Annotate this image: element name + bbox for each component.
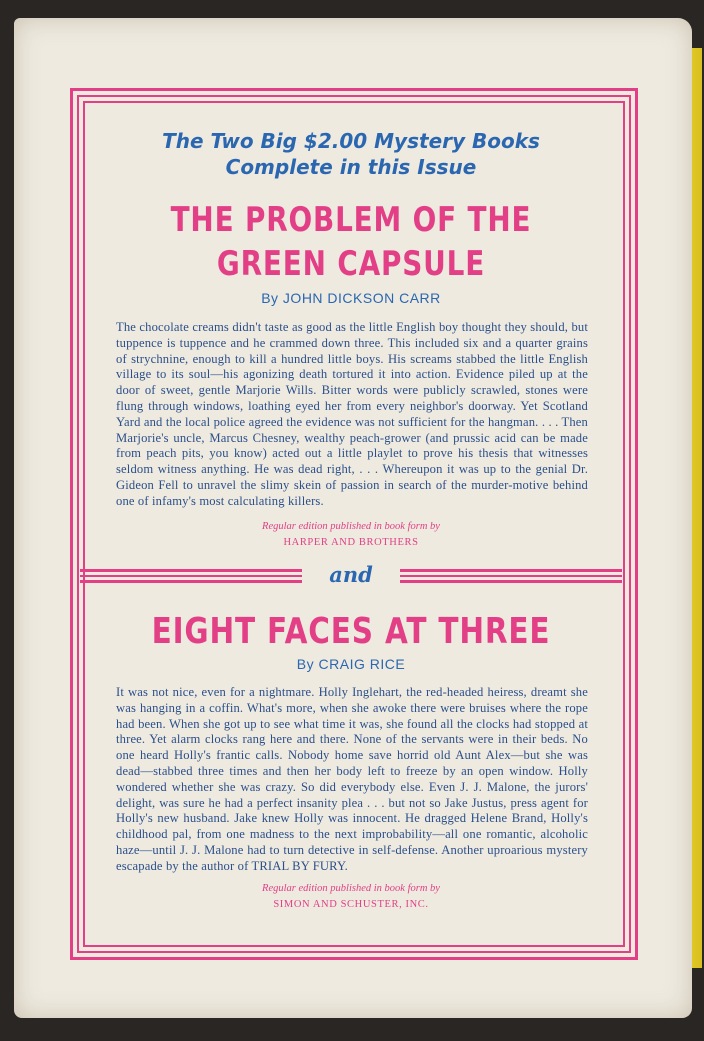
ad-content bbox=[92, 110, 610, 932]
section-divider bbox=[80, 562, 622, 587]
book1-title-line-2: GREEN CAPSULE bbox=[216, 244, 486, 284]
book2-credit bbox=[92, 882, 610, 914]
book1-byline: By JOHN DICKSON CARR bbox=[261, 290, 441, 306]
book1-title-line-1: THE PROBLEM OF THE bbox=[170, 200, 532, 240]
book1-blurb: The chocolate creams didn't taste as good as the little English boy thought they should, but tuppence is tuppence and he crammed down three. This included six and a quarter grains of strychnine, enough to kill a hundred little boys. His screams stabbed the little English village to its soul—his agonizing death tortured it into action. Evidence piled up at the door of sweet, gentle Marjorie Wills. Bitter words were publicly scrawled, stones were flung through windows, loathing eyed her from every neighbor's doorway. Yet Scotland Yard and the local police agreed the evidence was not sufficient for the hangman. . . . Then Marjorie's uncle, Marcus Chesney, wealthy peach-grower (and prussic acid can be made from peach pits, you know) acted out a little playlet to prove his thesis that witnesses seldom witness anything. He was dead right, . . . Whereupon it was up to the genial Dr. Gideon Fell to unravel the slimy skein of passion in search of the murder-motive behind one of infamy's most calculating killers. bbox=[116, 320, 588, 508]
book1-credit bbox=[92, 520, 610, 552]
header-line-1: The Two Big $2.00 Mystery Books bbox=[162, 129, 540, 153]
divider-rule-left bbox=[80, 569, 302, 583]
book2-title: EIGHT FACES AT THREE bbox=[151, 611, 551, 652]
header bbox=[92, 128, 610, 180]
divider-and: and bbox=[329, 562, 373, 587]
divider-rule-right bbox=[400, 569, 622, 583]
book1-credit-line: Regular edition published in book form by bbox=[262, 521, 440, 532]
book2-credit-line: Regular edition published in book form by bbox=[262, 883, 440, 894]
book2-byline: By CRAIG RICE bbox=[296, 656, 406, 672]
book1-publisher: HARPER AND BROTHERS bbox=[283, 537, 419, 548]
header-line-2: Complete in this Issue bbox=[225, 155, 477, 179]
book1-title bbox=[139, 198, 564, 286]
book2-publisher: SIMON AND SCHUSTER, INC. bbox=[273, 899, 429, 910]
book2-blurb: It was not nice, even for a nightmare. Holly Inglehart, the red-headed heiress, dreamt she was hanging in a coffin. What's more, when she awoke there were bruises where the rope had been. When she got up to see what time it was, she found all the clocks had stopped at three. Yet alarm clocks rang here and there. None of the servants were in their beds. No one heard Holly's frantic calls. Nobody home save horrid old Aunt Alex—but she was dead—stabbed three times and then her body left to freeze by an open window. Holly wondered whether she was crazy. So did everybody else. Even J. J. Malone, the jurors' delight, was sure he had a perfect insanity plea . . . but not so Jake Justus, press agent for Holly's new husband. Jake knew Holly was innocent. He dragged Helene Brand, Holly's childhood pal, from one madness to the next improbability—all one romantic, alcoholic haze—until J. J. Malone had to turn detective in self-defense. Another uproarious mystery escapade by the author of TRIAL BY FURY. bbox=[116, 685, 588, 873]
